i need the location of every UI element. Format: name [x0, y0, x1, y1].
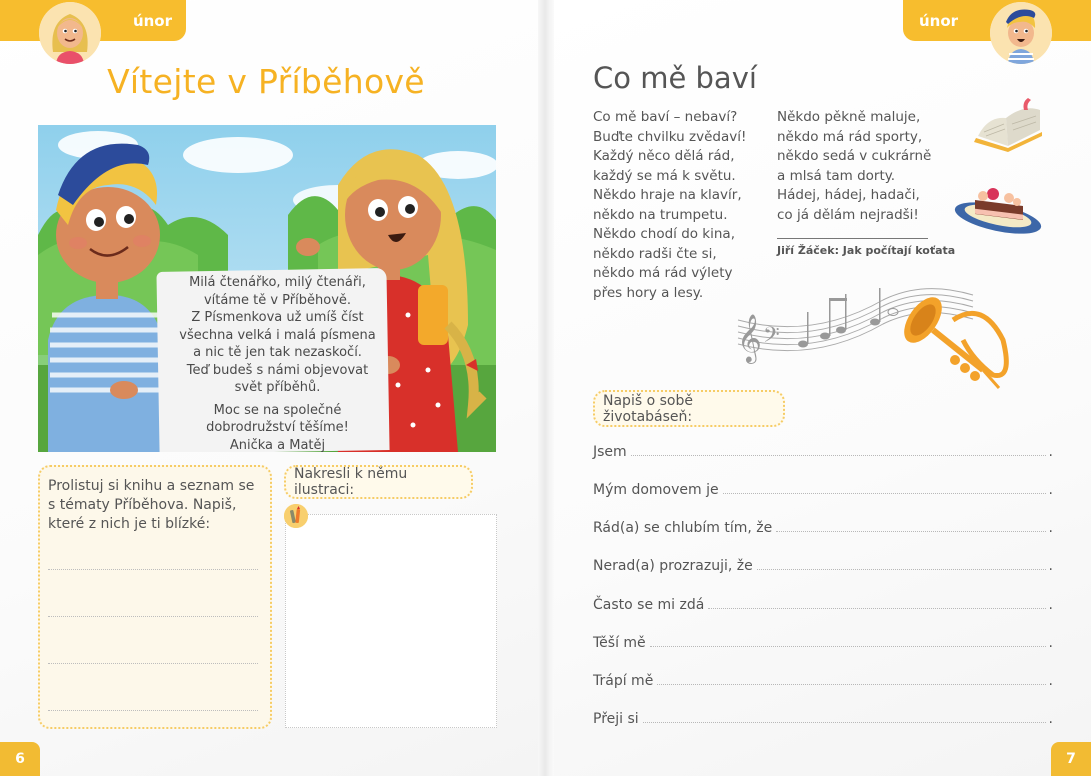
bio-poem-label — [593, 390, 785, 427]
sign-line: všechna velká i malá písmena — [179, 327, 376, 343]
draw-task-text: Nakresli k němu ilustraci: — [294, 466, 408, 498]
answer-line[interactable] — [776, 531, 1045, 532]
answer-line[interactable] — [650, 646, 1046, 647]
sign-closing-line: dobrodružství těšíme! — [206, 420, 349, 435]
poem-line: Co mě baví – nebaví? — [593, 109, 738, 125]
poem-line: každý se má k světu. — [593, 167, 736, 184]
drawing-area[interactable] — [285, 514, 497, 728]
page-title: Vítejte v Příběhově — [107, 62, 425, 101]
sign-line: Teď budeš s námi objevovat — [186, 362, 369, 378]
bio-row-chlubim — [593, 516, 1053, 536]
bio-row-zda — [593, 593, 1053, 613]
author-divider — [777, 238, 928, 239]
sign-closing-line: Moc se na společné — [213, 402, 342, 418]
poem-line: co já dělám nejradši! — [777, 206, 919, 223]
topics-task-box — [38, 465, 272, 729]
cake-icon — [953, 178, 1048, 238]
open-book-icon — [968, 96, 1048, 156]
bio-row-prozrazuji — [593, 554, 1053, 574]
svg-text:𝄞: 𝄞 — [737, 313, 762, 362]
answer-line[interactable] — [643, 722, 1046, 723]
right-page — [545, 0, 1091, 776]
bio-row-label: Často se mi zdá — [593, 597, 705, 613]
line-end-period: . — [1048, 520, 1053, 536]
girl-avatar-icon — [39, 2, 101, 64]
poem-line: Někdo chodí do kina, — [593, 226, 736, 242]
poem-line: Buďte chvilku zvědaví! — [593, 128, 747, 145]
bio-row-preji — [593, 707, 1053, 727]
poem-line: Hádej, hádej, hadači, — [777, 187, 920, 203]
sign-line: vítáme tě v Příběhově. — [203, 292, 352, 308]
page-number-text: 6 — [15, 751, 25, 767]
page-number-text: 7 — [1066, 751, 1076, 767]
line-end-period: . — [1048, 597, 1053, 613]
sign-line: Milá čtenářko, milý čtenáři, — [189, 275, 366, 290]
svg-text:𝄢: 𝄢 — [763, 323, 780, 353]
poem-line: Každý něco dělá rád, — [593, 148, 735, 164]
topics-task-text: Prolistuj si knihu a seznam se s tématy Příběhova. Napiš, které z nich je ti blízké: — [48, 478, 255, 532]
answer-line[interactable] — [757, 569, 1046, 570]
answer-line[interactable] — [48, 710, 258, 711]
sign-line: svět příběhů. — [234, 380, 321, 395]
book-spine — [538, 0, 554, 776]
answer-line[interactable] — [48, 569, 258, 570]
answer-line[interactable] — [48, 663, 258, 664]
line-end-period: . — [1048, 558, 1053, 574]
poem-line: Někdo pěkně maluje, — [777, 109, 921, 125]
poem-column-2 — [777, 108, 957, 225]
poem-line: někdo na trumpetu. — [593, 206, 728, 223]
bio-row-label: Nerad(a) prozrazuji, že — [593, 558, 753, 574]
sign-line: Z Písmenkova už umíš číst — [191, 310, 364, 325]
music-notes-trumpet-icon — [733, 260, 1033, 390]
bio-row-label: Mým domovem je — [593, 482, 719, 498]
bio-row-label: Těší mě — [593, 635, 646, 651]
line-end-period: . — [1048, 673, 1053, 689]
poem-line: někdo má rád sporty, — [777, 128, 923, 145]
sign-signature: Anička a Matěj — [229, 437, 326, 453]
sign-line: a nic tě jen tak nezaskočí. — [193, 345, 362, 360]
poem-line: a mlsá tam dorty. — [777, 167, 896, 184]
welcome-message — [140, 274, 415, 454]
line-end-period: . — [1048, 444, 1053, 460]
bio-row-trapi — [593, 669, 1053, 689]
bio-row-jsem — [593, 440, 1053, 460]
page-number — [1051, 742, 1091, 776]
answer-line[interactable] — [657, 684, 1045, 685]
bio-row-domov — [593, 478, 1053, 498]
line-end-period: . — [1048, 482, 1053, 498]
crayons-icon — [284, 504, 308, 528]
draw-task-label — [284, 465, 473, 499]
month-label: únor — [919, 11, 959, 30]
bio-row-label: Přeji si — [593, 711, 639, 727]
page-title: Co mě baví — [593, 61, 757, 95]
answer-line[interactable] — [48, 616, 258, 617]
poem-line: někdo radši čte si, — [593, 245, 717, 262]
bio-row-tesi — [593, 631, 1053, 651]
poem-line: Někdo hraje na klavír, — [593, 187, 742, 203]
poem-author: Jiří Žáček: Jak počítají koťata — [777, 244, 956, 257]
month-label: únor — [132, 11, 172, 30]
poem-line: přes hory a lesy. — [593, 284, 704, 301]
poem-line: někdo sedá v cukrárně — [777, 148, 932, 164]
boy-avatar-icon — [990, 2, 1052, 64]
bio-row-label: Trápí mě — [593, 673, 654, 689]
bio-row-label: Jsem — [593, 444, 627, 460]
answer-line[interactable] — [708, 608, 1045, 609]
bio-row-label: Rád(a) se chlubím tím, že — [593, 520, 773, 536]
bio-poem-label-text: Napiš o sobě životabáseň: — [603, 392, 693, 425]
poem-line: někdo má rád výlety — [593, 265, 733, 281]
line-end-period: . — [1048, 711, 1053, 727]
answer-line[interactable] — [631, 455, 1046, 456]
answer-line[interactable] — [723, 493, 1046, 494]
line-end-period: . — [1048, 635, 1053, 651]
page-number — [0, 742, 40, 776]
left-page — [0, 0, 545, 776]
